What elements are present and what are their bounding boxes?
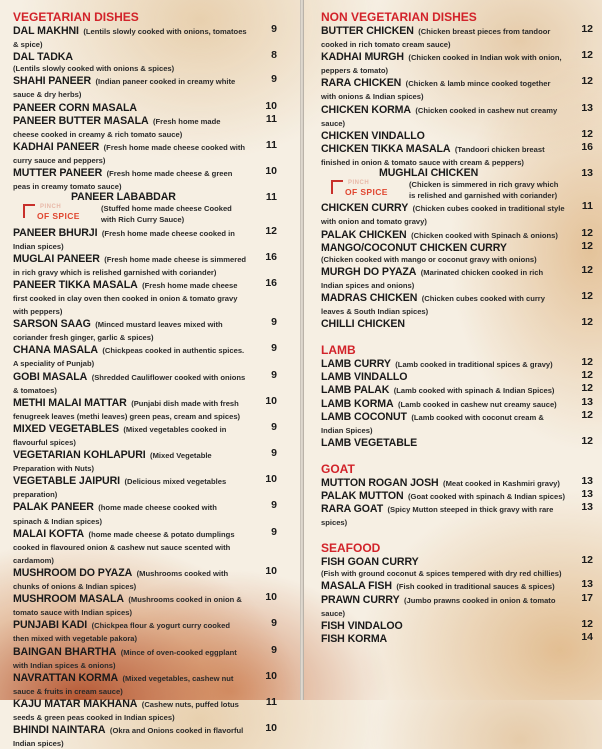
menu-item-kadhai-paneer [13,140,295,166]
menu-item-prawn-curry [321,593,593,619]
dish-description: (Mushrooms cooked with chunks of onions & Indian spices) [13,568,229,592]
dish-name: KADHAI PANEER [13,140,100,153]
dish-price: 17 [581,591,593,604]
menu-item-rara-goat [321,502,593,528]
dish-description: (Fresh home made cheese first cooked in clay oven then cooked in onion & tomato gravy with peppers) [13,280,238,317]
menu-item-kadhai-murgh [321,50,593,76]
logo-frame-icon [331,180,343,194]
dish-name: MANGO/COCONUT CHICKEN CURRY [321,241,507,254]
dish-price: 11 [265,191,277,204]
dish-name: RARA GOAT [321,503,384,516]
dish-price: 10 [265,473,277,486]
menu-item-vegetable-jaipuri [13,474,295,500]
dish-description: (Fresh home made cheese cooked in Indian spices) [13,228,235,251]
dish-name: CHILLI CHICKEN [321,318,405,331]
dish-name: FISH VINDALOO [321,619,403,632]
dish-price: 10 [265,669,277,682]
column-divider [300,0,304,700]
dish-name: MALAI KOFTA [13,527,85,540]
menu-item-lamb-korma [321,397,593,410]
dish-description: (Chicken cooked in cashew nut creamy sauce) [321,105,558,128]
dish-name: LAMB KORMA [321,397,394,410]
dish-price: 9 [271,420,277,433]
dish-price: 9 [271,23,277,35]
dish-name: VEGETABLE JAIPURI [13,475,120,488]
dish-description: (Mushrooms cooked in onion & tomato sauce with Indian spices) [13,595,242,618]
dish-description: (Punjabi dish made with fresh fenugreek leaves (methi leaves) green peas, cream and spices) [13,398,241,421]
menu-item-mango-coconut-chicken-curry [321,241,593,265]
menu-item-baingan-bhartha [13,645,295,671]
dish-name: DAL MAKHNI [13,25,79,37]
menu-item-fish-korma [321,632,593,645]
dish-price: 12 [581,316,593,329]
dish-name: PRAWN CURRY [321,593,400,606]
dish-name: PANEER LABABDAR [71,191,176,204]
dish-price: 12 [581,408,593,421]
menu-item-lamb-palak [321,383,593,396]
dish-price: 10 [265,722,277,735]
dish-price: 9 [271,525,277,538]
dish-price: 9 [271,499,277,512]
pinch-of-spice-logo [331,180,401,200]
dish-description: (Fresh home made cheese is simmered in rich gravy which is relished garnished with coriander) [13,254,247,277]
dish-price: 12 [581,23,593,35]
vegetarian-column [0,0,300,749]
dish-description: (Tandoori chicken breast finished in onion & tomato sauce with cream & peppers) [321,144,545,167]
menu-item-paneer-butter-masala [13,114,295,140]
dish-description: (Marinated chicken cooked in rich Indian spices and onions) [321,267,544,290]
dish-description: (Cashew nuts, puffed lotus seeds & green peas cooked in Indian spices) [13,699,239,722]
dish-price: 10 [265,591,277,604]
menu-item-butter-chicken [321,24,593,50]
dish-price: 10 [265,394,277,407]
dish-price: 12 [581,434,593,447]
menu-item-mushroom-masala [13,592,295,618]
dish-name: FISH KORMA [321,632,388,645]
dish-price: 9 [271,73,277,86]
dish-price: 12 [581,382,593,395]
dish-name: PALAK CHICKEN [321,228,407,241]
dish-name: PALAK MUTTON [321,490,404,502]
dish-description: (Minced mustard leaves mixed with coriander fresh ginger, garlic & spices) [13,320,223,343]
menu-item-malai-kofta [13,527,295,566]
dish-description: (Chicken cooked with mango or coconut gravy with onions) [321,254,537,264]
dish-name: BAINGAN BHARTHA [13,645,117,658]
dish-description: (Fresh home made cheese cooked with curry sauce and peppers) [13,142,246,165]
dish-description: (Chicken cubes cooked with curry leaves & South Indian spices) [321,293,545,317]
menu-item-chicken-korma [321,103,593,129]
menu-item-shahi-paneer [13,74,295,100]
dish-price: 16 [265,250,277,263]
menu-section-goat [321,462,602,528]
menu-item-gobi-masala [13,370,295,396]
menu-item-bhindi-naintara [13,723,295,749]
dish-price: 13 [581,101,593,114]
dish-name: CHICKEN CURRY [321,202,409,215]
dish-description: (Meat cooked in Kashmiri gravy) [443,478,560,488]
dish-price: 12 [581,617,593,630]
section-heading: LAMB [321,343,356,358]
section-heading: GOAT [321,461,355,476]
menu-item-paneer-tikka-masala [13,278,295,317]
dish-name: CHANA MASALA [13,344,98,357]
dish-name: NAVRATTAN KORMA [13,671,119,684]
dish-name: KAJU MATAR MAKHANA [13,697,138,710]
dish-price: 8 [271,49,277,62]
menu-item-murgh-do-pyaza [321,265,593,291]
menu-item-methi-malai-mattar [13,396,295,422]
menu-item-paneer-bhurji [13,226,295,252]
dish-description: (home made cheese cooked with spinach & Indian spices) [13,503,217,526]
dish-name: CHICKEN TIKKA MASALA [321,142,451,155]
dish-name: RARA CHICKEN [321,77,402,90]
menu-item-chilli-chicken [321,317,593,330]
dish-price: 12 [581,289,593,302]
dish-description: (Chicken breast pieces from tandoor cooked in rich tomato cream sauce) [321,27,551,50]
menu-item-rara-chicken [321,76,593,102]
dish-name: KADHAI MURGH [321,51,404,64]
menu-item-lamb-coconut [321,410,593,436]
dish-description: (Spicy Mutton steeped in thick gravy with rare spices) [321,505,554,528]
dish-price: 12 [581,239,593,252]
dish-price: 12 [581,127,593,140]
dish-description: (Fresh home made cheese & green peas in creamy tomato sauce) [13,169,233,192]
menu-item-mixed-vegetables [13,422,295,448]
dish-description: (Jumbo prawns cooked in onion & tomato sauce) [321,595,556,618]
dish-name: PALAK PANEER [13,501,94,514]
dish-description: (Chicken cooked with Spinach & onions) [411,230,558,240]
menu-item-masala-fish [321,579,593,592]
menu-item-lamb-vindallo [321,370,593,383]
dish-description: (Lamb cooked with coconut cream & Indian Spices) [321,412,544,435]
menu-item-paneer-corn-masala [13,101,295,114]
dish-description: (Delicious mixed vegetables preparation) [13,477,227,500]
logo-text-bottom: OF SPICE [345,187,388,198]
dish-description: (Chickpeas cooked in authentic spices. A speciality of Punjab) [13,346,245,369]
logo-text-bottom: OF SPICE [37,211,80,222]
dish-name: MUSHROOM DO PYAZA [13,566,133,579]
dish-name: VEGETARIAN KOHLAPURI [13,449,146,462]
dish-name: BHINDI NAINTARA [13,724,106,737]
dish-name: MUTTER PANEER [13,167,103,180]
dish-description: (Chickpea flour & yogurt curry cooked then mixed with vegetable pakora) [13,621,231,644]
dish-description: (Okra and Onions cooked in flavorful Indian spices) [13,726,244,749]
menu-item-mughlai-chicken [321,168,593,201]
menu-item-palak-paneer [13,500,295,526]
menu-item-kaju-matar-makhana [13,697,295,723]
dish-description: (Lamb cooked with spinach & Indian Spices) [393,386,555,396]
dish-name: LAMB VINDALLO [321,371,408,384]
menu-item-fish-goan-curry [321,555,593,579]
menu-item-navrattan-korma [13,671,295,697]
dish-name: SHAHI PANEER [13,75,92,88]
dish-name: MUGLAI PANEER [13,252,100,265]
dish-price: 12 [581,369,593,382]
dish-price: 13 [581,474,593,487]
menu-item-dal-makhni [13,24,295,50]
dish-price: 11 [265,112,277,125]
dish-description: (Fish cooked in traditional sauces & spices) [396,582,555,592]
dish-description: (Chicken cooked in Indian wok with onion, peppers & tomato) [321,53,562,76]
dish-name: MURGH DO PYAZA [321,265,417,278]
dish-name: MIXED VEGETABLES [13,422,119,435]
dish-description: (Mince of oven-cooked eggplant with Indian spices & onions) [13,647,237,670]
dish-price: 13 [581,488,593,500]
dish-price: 11 [265,695,277,708]
dish-price: 13 [581,501,593,514]
menu-item-vegetarian-kohlapuri [13,448,295,474]
dish-name: PUNJABI KADI [13,619,88,632]
dish-price: 12 [581,554,593,567]
menu-section-seafood [321,541,602,645]
dish-price: 9 [271,617,277,630]
dish-price: 11 [265,138,277,151]
dish-price: 10 [265,99,277,112]
section-heading: SEAFOOD [321,541,381,556]
dish-description: (home made cheese & potato dumplings cooked in flavoured onion & cashew nut sauce scented with cardamom) [13,529,235,565]
logo-frame-icon [23,204,35,218]
dish-name: CHICKEN VINDALLO [321,129,425,142]
dish-price: 16 [265,276,277,289]
dish-name: DAL TADKA [13,51,73,64]
dish-name: PANEER BUTTER MASALA [13,114,149,127]
menu-item-punjabi-kadi [13,618,295,644]
menu-item-mutton-rogan-josh [321,476,593,489]
dish-description: (Chicken cubes cooked in traditional style with onion and tomato gravy) [321,204,565,227]
dish-description: (Shredded Cauliflower cooked with onions & tomatoes) [13,372,246,395]
dish-name: BUTTER CHICKEN [321,25,414,37]
dish-name: MUGHLAI CHICKEN [379,167,479,180]
menu-item-sarson-saag [13,317,295,343]
menu-item-dal-tadka [13,50,295,74]
dish-name: PANEER TIKKA MASALA [13,278,138,291]
menu-item-mushroom-do-pyaza [13,566,295,592]
dish-name: MUTTON ROGAN JOSH [321,476,439,489]
dish-name: LAMB COCONUT [321,410,407,423]
non-vegetarian-column [305,0,602,700]
menu-item-chicken-curry [321,201,593,227]
menu-item-palak-mutton [321,489,593,502]
dish-description: (Fish with ground coconut & spices tempered with dry red chillies) [321,569,562,579]
dish-description: (Lentils slowly cooked with onions & spices) [13,64,175,74]
menu-item-lamb-vegetable [321,436,593,449]
section-heading: NON VEGETARIAN DISHES [321,10,477,24]
dish-price: 12 [581,263,593,276]
dish-description: (Goat cooked with spinach & Indian spices) [408,492,565,501]
menu-item-muglai-paneer [13,252,295,278]
section-heading: VEGETARIAN DISHES [13,10,139,24]
dish-name: PANEER BHURJI [13,226,98,239]
dish-name: CHICKEN KORMA [321,103,411,116]
dish-price: 9 [271,368,277,381]
dish-price: 12 [581,226,593,239]
dish-price: 12 [581,75,593,88]
menu-section-lamb [321,343,602,449]
dish-name: LAMB CURRY [321,358,391,371]
dish-description: (Stuffed home made cheese Cooked with Rich Curry Sauce) [101,204,232,225]
menu-item-chicken-tikka-masala [321,142,593,168]
dish-description: (Mixed Vegetable Preparation with Nuts) [13,451,212,474]
dish-price: 12 [581,356,593,369]
menu-item-chana-masala [13,343,295,369]
dish-price: 9 [271,342,277,355]
logo-text-top: PINCH [348,180,370,187]
dish-price: 12 [581,49,593,62]
dish-description: (Lamb cooked in traditional spices & gravy) [395,360,553,370]
dish-price: 16 [581,140,593,153]
dish-description: (Fresh home made cheese cooked in creamy & rich tomato sauce) [13,116,221,139]
dish-name: LAMB VEGETABLE [321,436,418,449]
menu-item-madras-chicken [321,291,593,317]
dish-name: PANEER CORN MASALA [13,101,137,114]
dish-price: 9 [271,643,277,656]
dish-name: MUSHROOM MASALA [13,593,124,606]
dish-description: (Mixed vegetables, cashew nut sauce & fruits in cream sauce) [13,673,234,696]
dish-name: LAMB PALAK [321,384,390,397]
menu-item-fish-vindaloo [321,619,593,632]
dish-price: 9 [271,316,277,329]
dish-price: 10 [265,165,277,178]
dish-description: (Lamb cooked in cashew nut creamy sauce) [398,399,557,409]
dish-price: 13 [581,578,593,591]
dish-name: METHI MALAI MATTAR [13,396,127,409]
dish-name: MASALA FISH [321,580,392,593]
dish-description: (Lentils slowly cooked with onions, tomatoes & spice) [13,27,247,50]
menu-section-non-vegetarian-dishes [321,10,602,330]
dish-price: 10 [265,564,277,577]
menu-item-chicken-vindallo [321,129,593,142]
dish-description: (Mixed vegetables cooked in flavourful spices) [13,424,227,447]
dish-description: (Chicken is simmered in rich gravy which is relished and garnished with coriander) [409,180,559,201]
menu-item-paneer-lababdar [13,192,295,225]
menu-item-lamb-curry [321,357,593,370]
dish-price: 12 [265,224,277,237]
pinch-of-spice-logo [23,204,93,224]
dish-price: 13 [581,395,593,408]
logo-text-top: PINCH [40,204,62,211]
menu-section-vegetarian-dishes [13,10,300,749]
dish-name: SARSON SAAG [13,318,91,331]
dish-price: 14 [581,630,593,643]
dish-name: FISH GOAN CURRY [321,556,419,569]
menu-item-palak-chicken [321,228,593,241]
dish-price: 9 [271,447,277,460]
dish-description: (Chicken & lamb mince cooked together with onions & Indian spices) [321,79,551,102]
dish-price: 11 [581,200,593,213]
dish-name: GOBI MASALA [13,370,88,383]
menu-item-mutter-paneer [13,166,295,192]
dish-name: MADRAS CHICKEN [321,291,418,304]
dish-price: 13 [581,167,593,180]
dish-description: (Indian paneer cooked in creamy white sauce & dry herbs) [13,77,236,100]
